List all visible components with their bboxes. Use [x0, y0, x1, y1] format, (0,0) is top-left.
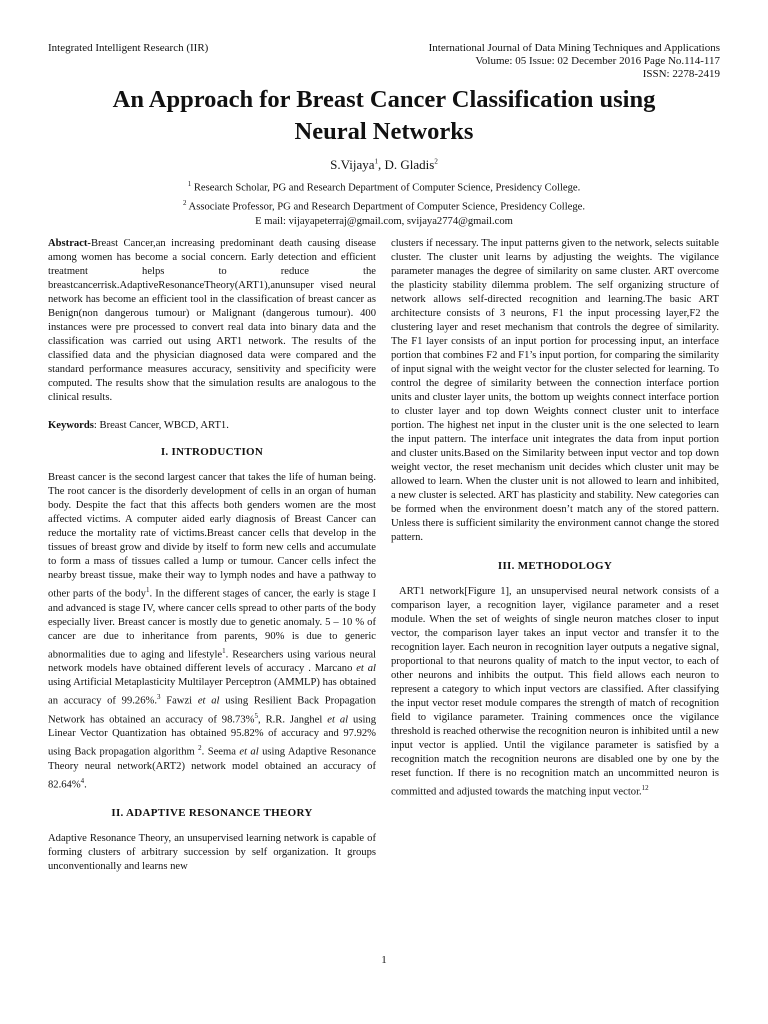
email-line: E mail: vijayapeterraj@gmail.com, svijaya2774@gmail.com [255, 216, 513, 228]
authors [0, 157, 768, 173]
methodology-body: ART1 network[Figure 1], an unsupervised neural network consists of a comparison layer, a recognition layer, vigilance parameter and a reset module. When the set of weights of single neuron matches closer to input vector, the comparison layer takes an input vector and transfer it to the recognition layer. Each neuron in recognition layer outputs a negative signal, proportional to that neurons quality of match to the input vector, to each of other neurons and inhibits the output. This field allows each neuron to represent a category to which input vectors are classified. After classifying the input vector reset module compares the strength of match of recognition field to vigilance parameter. Training commences once the vigilance threshold is reached otherwise the recognition neuron is inhibited until a new input vector is applied. Until the vigilance parameter is satisfied by a recognition match the recognition neurons are disabled one by one by the reset function. If there is no recognition match an uncommitted neuron is committed and adjusted towards the matching input vector. [391, 586, 719, 798]
section-heading-art: II. ADAPTIVE RESONANCE THEORY [111, 807, 313, 820]
aff2-text: Associate Professor, PG and Research Department of Computer Science, Presidency College. [186, 201, 585, 213]
aff2-sup: 2 [182, 198, 187, 207]
intro-cite: 1 [222, 646, 226, 655]
intro-cite: 3 [156, 693, 161, 702]
journal-volume: Volume: 05 Issue: 02 December 2016 Page No.114-117 [475, 55, 720, 67]
header-left: Integrated Intelligent Research (IIR) [48, 42, 209, 54]
title-line-2: Neural Networks [294, 118, 474, 145]
intro-cite: 2 [198, 744, 202, 753]
art-text-left: Adaptive Resonance Theory, an unsupervised learning network is capable of forming clusters of arbitrary succession by self organization. It groups unconventionally and learns new [48, 833, 376, 873]
section-heading-methodology: III. METHODOLOGY [497, 560, 613, 572]
intro-cite: 5 [254, 711, 258, 720]
intro-seg: using Linear Vector Quantization has obtained 95.82% of accuracy and 97.92% using Back propagation algorithm [48, 714, 376, 758]
right-column [391, 237, 719, 800]
intro-seg: . Seema [201, 746, 240, 758]
intro-seg: , R.R. Janghel [257, 714, 328, 726]
intro-seg: Breast cancer is the second largest cancer that takes the life of human being. The root cancer is the disorderly development of cells in an organ of human body. Despite the fact that this affects both genders women are the most affected victims. A computer aided early diagnosis of Breast Cancer can reduce the mortality rate of victims.Breast cancer cells that develop in the tissues of breast grow and divide by itself to form new cells and accumulate to form a mass of tissues called a lump or tumour. Cancer cells infect the nearby breast tissue, make their way to lymph nodes and have a pathway to other parts of the body [48, 472, 376, 600]
affiliations [0, 177, 768, 229]
abstract-text: Breast Cancer,an increasing predominant death causing disease among women has become a social concern. Early detection and efficient treatment helps to reduce the breastcancerrisk.AdaptiveResonanceTheory(ART1),anunsuper vised neural network has become an efficient tool in the classification of breast cancer as Benign(non dangerous tumour) or Malignant (dangerous tumour). 400 instances were pre processed to convert real data into binary data and the classification was carried out using ART1 network. The results of the classified data and the physician diagnosed data were compared and the standard performance measures accuracy, sensitivity and specificity were computed. The results show that the simulation results are analogous to the clinical results. [48, 238, 376, 403]
affiliation-2 [0, 196, 768, 215]
methodology-cite: 12 [641, 784, 649, 792]
intro-seg: . In the different stages of cancer, the early is stage I and advanced is stage IV, where cancer cells spread to other parts of the body especially liver. Breast cancer is mostly due to genetic anomaly. 5 – 10 % of cancer are due to inheritance from parents, 90% is due to generic abnormalities due to aging and lifestyle [48, 588, 376, 661]
introduction-text [48, 471, 376, 792]
paper-title [40, 84, 728, 148]
intro-etal: et al [239, 746, 259, 758]
intro-seg: using Adaptive Resonance Theory neural network(ART2) network model obtained an accuracy of 82.64% [48, 746, 376, 791]
intro-seg: . [84, 779, 87, 791]
author-2: , D. Gladis [378, 157, 435, 172]
author-1-sup: 1 [374, 157, 378, 166]
intro-seg: using Resilient Back Propagation Network has obtained an accuracy of 98.73% [48, 695, 376, 726]
intro-etal: et al [356, 663, 376, 675]
aff1-sup: 1 [187, 180, 192, 188]
journal-issn: ISSN: 2278-2419 [642, 68, 720, 80]
intro-seg: . Researchers using various neural network models have obtained different levels of accuracy . Marcano [48, 649, 376, 675]
author-1: S.Vijaya [330, 157, 375, 172]
aff1-text: Research Scholar, PG and Research Department of Computer Science, Presidency College. [191, 182, 581, 194]
title-line-1: An Approach for Breast Cancer Classification using [112, 86, 656, 113]
abstract-label: Abstract- [48, 238, 91, 249]
intro-cite: 4 [80, 776, 85, 785]
page-number: 1 [381, 954, 387, 966]
author-2-sup: 2 [434, 157, 438, 166]
intro-cite: 1 [145, 586, 150, 594]
left-column [48, 237, 376, 874]
affiliation-1 [0, 177, 768, 196]
intro-etal: et al [327, 714, 349, 726]
intro-etal: et al [197, 695, 220, 707]
journal-name: International Journal of Data Mining Techniques and Applications [428, 42, 720, 54]
methodology-text [391, 585, 719, 800]
header-right [429, 42, 720, 81]
keywords-text: : Breast Cancer, WBCD, ART1. [93, 420, 229, 431]
art-text-right: clusters if necessary. The input patterns given to the network, selects suitable cluster. The cluster unit learns by adjusting the weights. The vigilance parameter manages the degree of similarity on same cluster. ART overcome the plasticity stability dilemma problem. The self organizing structure of network allows self-directed recognition and learning.The basic ART architecture consists of 3 neurons, F1 the input processing layer,F2 the clustering layer and reset mechanism that controls the degree of similarity. The F1 layer consists of an input portion for processing input, an interface portion that combines F2 and F1’s input portion, for comparing the similarity of input signal with the weight vector for the cluster selected for learning. To control the degree of similarity between the connection interface portion units and cluster layer units, the bottom up weights connect interface portion to cluster layer and top down Weights connect cluster unit to interface portion. The highest net input in the cluster unit is the one selected to learn the input pattern. The interface unit integrates the data from input portion and cluster units.Based on the Similarity between input vector and top down weight vector, the reset mechanism unit decides which cluster unit may be allowed to learn. When the cluster unit is not allowed to learn and inhibited, a new cluster is selected. ART has plasticity and stability. New categories can be formed when the environment doesn’t match any of the stored pattern. Unless there is sufficient similarity the environment cannot change the stored pattern. [391, 238, 719, 543]
abstract [48, 237, 376, 405]
keywords [48, 419, 376, 433]
keywords-label: Keywords [48, 420, 94, 431]
section-heading-introduction: I. INTRODUCTION [160, 446, 264, 458]
intro-seg: using Artificial Metaplasticity Multilayer Perceptron (AMMLP) has obtained an accuracy of 99.26%. [48, 677, 376, 707]
intro-seg: Fawzi [160, 695, 198, 707]
